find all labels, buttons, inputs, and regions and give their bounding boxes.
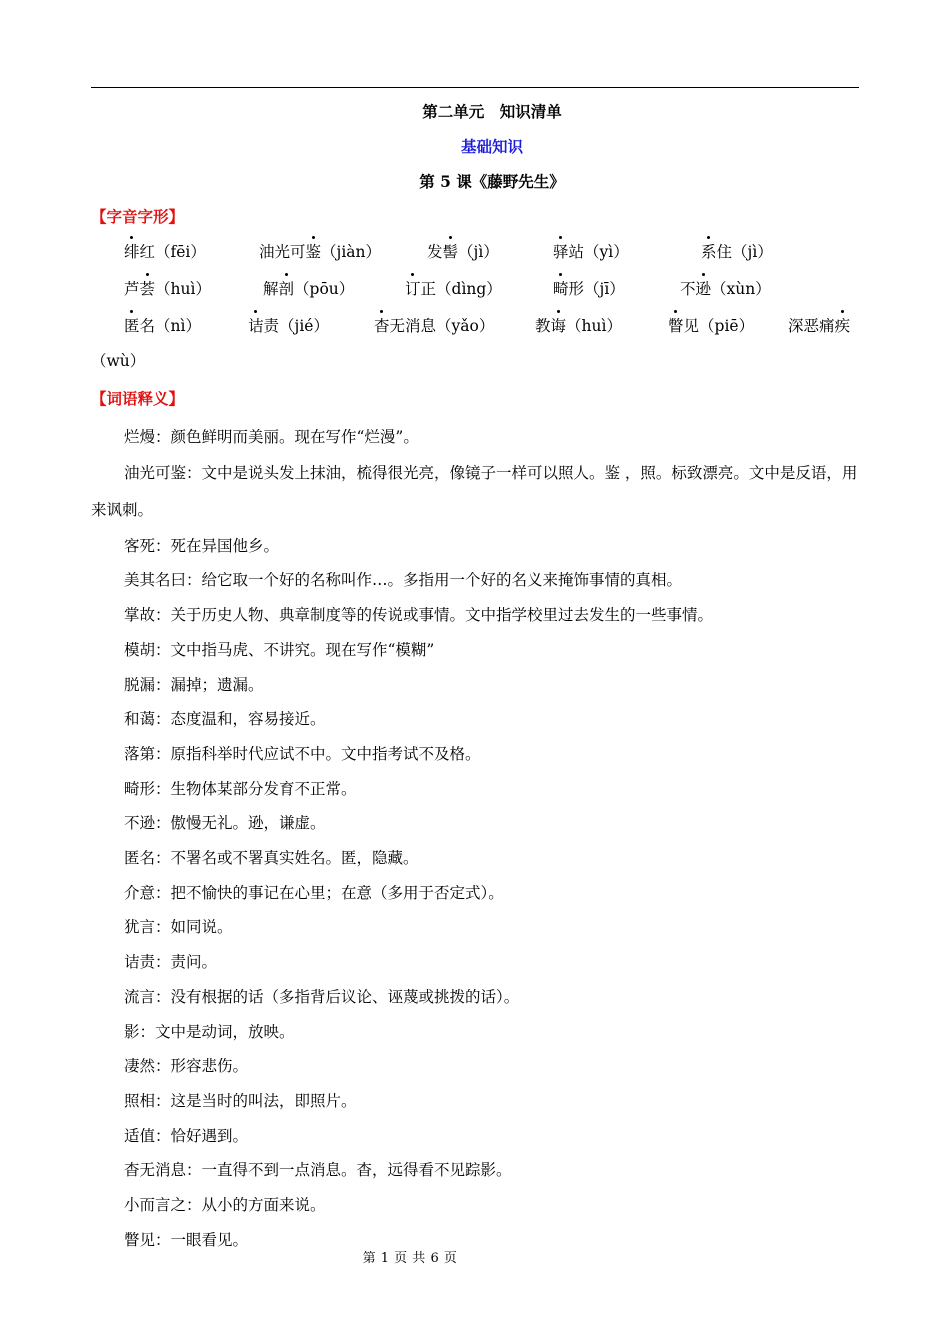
pinyin-text-after: 形（jī） xyxy=(568,280,625,298)
pinyin-item xyxy=(124,314,201,336)
definition-item: 影：文中是动词，放映。 xyxy=(124,1022,295,1041)
definition-item: 小而言之：从小的方面来说。 xyxy=(124,1196,326,1215)
definition-item: 油光可鉴：文中是说头发上抹油，梳得很光亮，像镜子一样可以照人。鉴 ，照。标致漂亮。文中是反语，用来讽刺。 xyxy=(91,463,858,519)
definitions-list xyxy=(91,420,859,1257)
pinyin-item xyxy=(553,240,629,262)
definition-item: 犹言：如同说。 xyxy=(124,918,233,937)
definition-item: 流言：没有根据的话（多指背后议论、诬蔑或挑拨的话）。 xyxy=(124,987,520,1006)
pinyin-text-before: 油光可 xyxy=(259,243,306,261)
definition-item: 烂熳：颜色鲜明而美丽。现在写作“烂漫”。 xyxy=(124,428,419,446)
pinyin-text-after: （xùn） xyxy=(711,280,771,298)
pinyin-item xyxy=(680,277,771,299)
pinyin-text-after: （jiàn） xyxy=(321,243,382,261)
emphasis-dot-char: 剖 xyxy=(279,277,295,299)
pinyin-text-after: 名（nì） xyxy=(139,317,201,335)
pinyin-item xyxy=(427,240,499,262)
pinyin-row xyxy=(0,314,950,338)
pinyin-text-before: 教 xyxy=(535,317,551,335)
pinyin-text-after: （huì） xyxy=(155,280,211,298)
lesson-title: 第 5 课《藤野先生》 xyxy=(419,172,565,191)
pinyin-text-after: 站（yì） xyxy=(568,243,629,261)
definition-item: 杳无消息：一直得不到一点消息。杳，远得看不见踪影。 xyxy=(124,1161,512,1180)
definition-item: 不逊：傲慢无礼。逊，谦虚。 xyxy=(124,814,326,833)
pinyin-wrap-text: （wù） xyxy=(91,352,146,370)
pinyin-item xyxy=(535,314,622,336)
page-footer: 第 1 页 共 6 页 xyxy=(362,1251,458,1266)
emphasis-dot-char: 驿 xyxy=(553,240,569,262)
pinyin-item xyxy=(124,240,206,262)
pinyin-text-after: 责（jié） xyxy=(263,317,329,335)
emphasis-dot-char: 畸 xyxy=(553,277,569,299)
pinyin-row xyxy=(0,240,950,264)
definition-item: 模胡：文中指马虎、不讲究。现在写作“模糊” xyxy=(124,640,435,659)
emphasis-dot-char: 杳 xyxy=(374,314,390,336)
definition-item: 掌故：关于历史人物、典章制度等的传说或事情。文中指学校里过去发生的一些事情。 xyxy=(124,606,714,625)
header-rule xyxy=(91,87,859,88)
pinyin-text-before: 深恶痛 xyxy=(788,317,835,335)
emphasis-dot-char: 诘 xyxy=(248,314,264,336)
pinyin-text-before: 芦 xyxy=(124,280,140,298)
pinyin-row xyxy=(0,277,950,301)
page-title: 第二单元 知识清单 xyxy=(422,102,562,121)
pinyin-section-heading: 【字音字形】 xyxy=(91,207,185,226)
definitions-section-heading: 【词语释义】 xyxy=(91,389,185,408)
emphasis-dot-char: 绯 xyxy=(124,240,140,262)
pinyin-text-after: 红（fēi） xyxy=(139,243,206,261)
emphasis-dot-char: 荟 xyxy=(140,277,156,299)
definition-item: 畸形：生物体某部分发育不正常。 xyxy=(124,779,357,798)
pinyin-text-before: 不 xyxy=(680,280,696,298)
pinyin-text-after: （pōu） xyxy=(294,280,355,298)
definition-item: 落第：原指科举时代应试不中。文中指考试不及格。 xyxy=(124,744,481,763)
pinyin-text-after: 见（piē） xyxy=(683,317,755,335)
pinyin-item xyxy=(668,314,754,336)
pinyin-text-after: 住（jì） xyxy=(716,243,773,261)
definition-item: 和蔼：态度温和，容易接近。 xyxy=(124,710,326,729)
emphasis-dot-char: 瞥 xyxy=(668,314,684,336)
emphasis-dot-char: 鉴 xyxy=(306,240,322,262)
pinyin-text-before: 发 xyxy=(427,243,443,261)
emphasis-dot-char: 订 xyxy=(405,277,421,299)
emphasis-dot-char: 系 xyxy=(701,240,717,262)
emphasis-dot-char: 髻 xyxy=(443,240,459,262)
pinyin-item xyxy=(788,314,850,336)
definition-item: 凄然：形容悲伤。 xyxy=(124,1057,249,1076)
definition-item: 客死：死在异国他乡。 xyxy=(124,536,280,555)
definition-item: 介意：把不愉快的事记在心里；在意（多用于否定式）。 xyxy=(124,883,504,902)
page-subtitle: 基础知识 xyxy=(460,137,523,156)
pinyin-text-after: （huì） xyxy=(566,317,622,335)
definition-item: 适值：恰好遇到。 xyxy=(124,1126,249,1145)
definition-item: 照相：这是当时的叫法，即照片。 xyxy=(124,1091,357,1110)
pinyin-item xyxy=(701,240,773,262)
pinyin-item xyxy=(263,277,354,299)
emphasis-dot-char: 匿 xyxy=(124,314,140,336)
pinyin-item xyxy=(124,277,211,299)
pinyin-item xyxy=(259,240,381,262)
definition-item: 诘责：责问。 xyxy=(124,953,218,972)
pinyin-text-after: 无消息（yǎo） xyxy=(389,317,495,335)
pinyin-text-before: 解 xyxy=(263,280,279,298)
definition-item: 匿名：不署名或不署真实姓名。匿，隐藏。 xyxy=(124,849,419,868)
definition-item: 瞥见：一眼看见。 xyxy=(124,1230,249,1249)
emphasis-dot-char: 逊 xyxy=(696,277,712,299)
pinyin-item xyxy=(374,314,494,336)
pinyin-item xyxy=(405,277,502,299)
definition-item: 脱漏：漏掉；遗漏。 xyxy=(124,675,264,694)
emphasis-dot-char: 疾 xyxy=(835,314,851,336)
pinyin-text-after: 正（dìng） xyxy=(420,280,502,298)
pinyin-item xyxy=(553,277,625,299)
pinyin-item xyxy=(248,314,329,336)
emphasis-dot-char: 诲 xyxy=(551,314,567,336)
pinyin-text-after: （jì） xyxy=(458,243,499,261)
definition-item: 美其名曰：给它取一个好的名称叫作…。多指用一个好的名义来掩饰事情的真相。 xyxy=(124,571,683,590)
